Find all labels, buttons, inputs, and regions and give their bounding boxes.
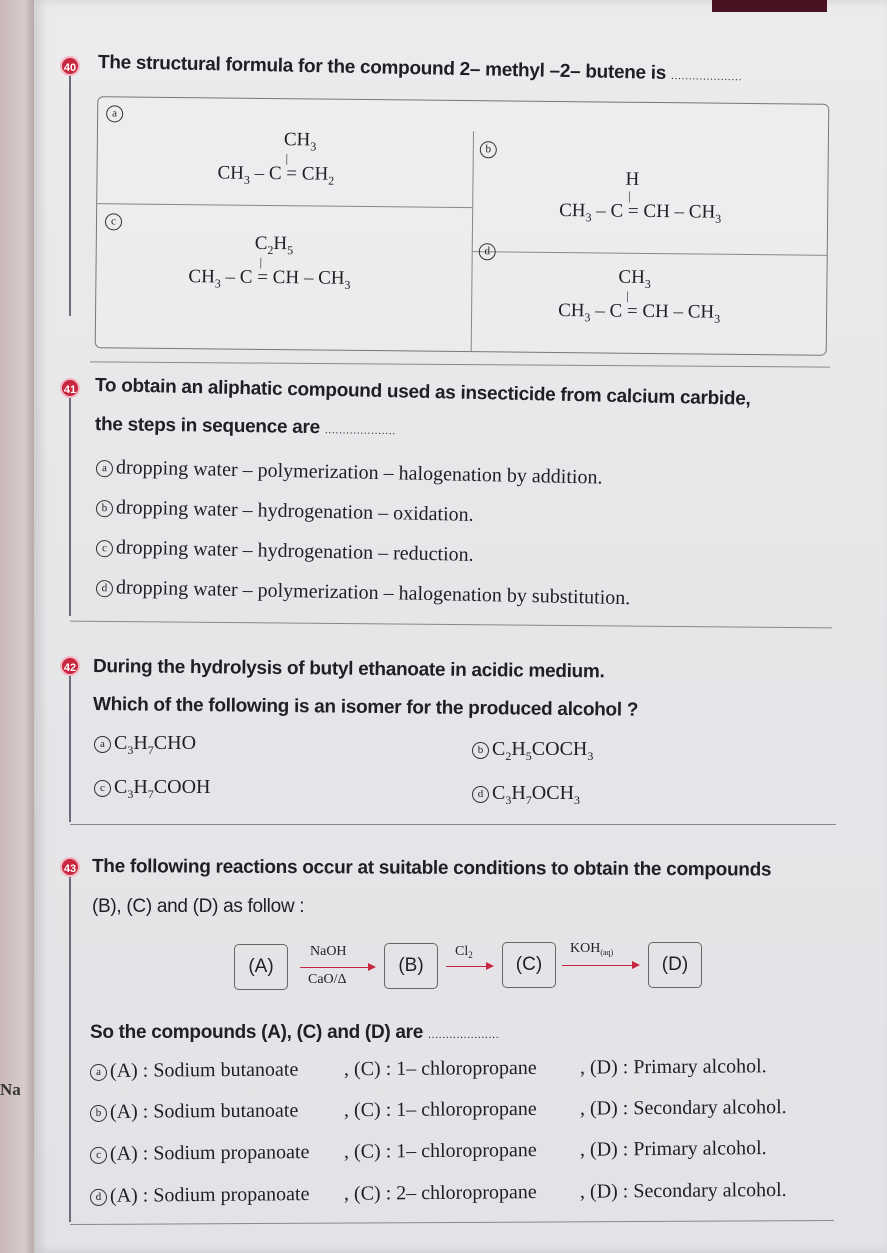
row-divider: [97, 203, 472, 208]
option-marker-a: a: [96, 460, 113, 477]
adjacent-page-text: Na: [0, 1080, 21, 1099]
sub-question: So the compounds (A), (C) and (D) are ....................: [90, 1022, 500, 1043]
question-bar: [69, 76, 71, 316]
reaction-arrow: [300, 967, 374, 968]
option-marker-c: c: [105, 213, 122, 230]
question-bar: [69, 877, 71, 1222]
formula-branch: $C_2H_5$: [254, 232, 294, 258]
reagent-cao-heat: CaO/Δ: [308, 972, 347, 987]
reaction-arrow: [446, 966, 492, 967]
option-marker-a: a: [106, 105, 123, 122]
question-stem-line1: The following reactions occur at suitable conditions to obtain the compounds: [91, 856, 772, 881]
option-a[interactable]: [106, 105, 126, 123]
options-table: [95, 96, 830, 356]
option-b[interactable]: [480, 141, 500, 159]
row-divider: [472, 251, 827, 256]
question-bar: [69, 676, 71, 822]
option-a[interactable]: a (A) : Sodium butanoate , (C) : 1– chloropropane , (D) : Primary alcohol.: [90, 1055, 767, 1083]
option-marker-b: b: [96, 500, 113, 517]
option-c[interactable]: c $C_3H_7COOH$: [94, 776, 210, 802]
question-stem-line1: To obtain an aliphatic compound used as insecticide from calcium carbide,: [94, 375, 751, 410]
option-b[interactable]: b $C_2H_5COCH_3$: [472, 738, 593, 764]
option-marker-d: d: [96, 580, 113, 597]
compound-box-d: (D): [648, 942, 702, 988]
option-d[interactable]: [479, 243, 499, 261]
option-c[interactable]: [105, 213, 125, 231]
bond-vertical: |: [259, 254, 263, 269]
compound-box-a: (A): [234, 944, 288, 990]
column-divider: [471, 131, 474, 351]
formula-branch: $CH_3$: [283, 129, 317, 154]
question-number-badge: 43: [60, 857, 80, 877]
option-marker-b: b: [480, 141, 497, 158]
option-d[interactable]: d (A) : Sodium propanoate , (C) : 2– chloropropane , (D) : Secondary alcohol.: [90, 1179, 787, 1208]
formula-main: $CH_3 - C = CH_2$: [217, 162, 335, 188]
reagent-naoh: NaOH: [310, 944, 347, 959]
formula-main: $CH_3$ – C = CH – $CH_3$: [559, 200, 722, 226]
option-a[interactable]: a $C_3H_7CHO$: [94, 732, 196, 758]
section-divider: [70, 824, 836, 825]
bond-vertical: |: [628, 188, 631, 203]
formula-main: $CH_3$ – C = CH – $CH_3$: [188, 266, 351, 292]
option-b[interactable]: b dropping water – hydrogenation – oxidation.: [96, 496, 474, 527]
option-d[interactable]: d dropping water – polymerization – halogenation by substitution.: [96, 576, 631, 610]
option-marker-d: d: [479, 243, 496, 260]
compound-box-c: (C): [502, 942, 556, 988]
formula-main: $CH_3$ – C = CH – $CH_3$: [558, 300, 721, 326]
option-marker-d: d: [90, 1189, 107, 1206]
question-number-badge: 42: [60, 656, 80, 676]
option-d[interactable]: d $C_3H_7OCH_3$: [472, 782, 580, 808]
option-marker-d: d: [472, 786, 489, 803]
formula-branch: $CH_3$: [618, 266, 651, 291]
option-marker-a: a: [90, 1064, 107, 1081]
option-marker-c: c: [96, 540, 113, 557]
question-stem-line2: (B), (C) and (D) as follow :: [92, 896, 305, 917]
option-b[interactable]: b (A) : Sodium butanoate , (C) : 1– chloropropane , (D) : Secondary alcohol.: [90, 1096, 787, 1124]
reagent-koh-aq: $KOH_{(aq)}$: [570, 941, 614, 957]
compound-box-b: (B): [384, 943, 438, 989]
page-top-dark-strip: [712, 0, 827, 12]
bond-vertical: |: [626, 288, 629, 303]
option-marker-c: c: [94, 780, 111, 797]
question-bar: [69, 398, 71, 616]
question-number-badge: 40: [60, 56, 80, 76]
bond-vertical: |: [285, 151, 289, 166]
question-stem-line2: the steps in sequence are ....................: [94, 414, 396, 439]
question-stem-line2: Which of the following is an isomer for the produced alcohol ?: [92, 694, 639, 721]
option-a[interactable]: a dropping water – polymerization – halogenation by addition.: [96, 456, 603, 490]
option-marker-b: b: [90, 1105, 107, 1122]
option-marker-a: a: [94, 736, 111, 753]
question-stem: The structural formula for the compound 2– methyl –2– butene is ....................: [97, 52, 743, 84]
formula-branch: H: [625, 168, 640, 190]
reagent-cl2: $Cl_2$: [455, 944, 473, 960]
reaction-arrow: [562, 965, 638, 966]
option-marker-b: b: [472, 742, 489, 759]
option-c[interactable]: c (A) : Sodium propanoate , (C) : 1– chloropropane , (D) : Primary alcohol.: [90, 1137, 767, 1166]
question-number-badge: 41: [60, 378, 80, 398]
option-marker-c: c: [90, 1147, 107, 1164]
option-c[interactable]: c dropping water – hydrogenation – reduction.: [96, 536, 474, 567]
adjacent-page-edge: [0, 0, 34, 1253]
question-stem-line1: During the hydrolysis of butyl ethanoate in acidic medium.: [92, 656, 605, 683]
